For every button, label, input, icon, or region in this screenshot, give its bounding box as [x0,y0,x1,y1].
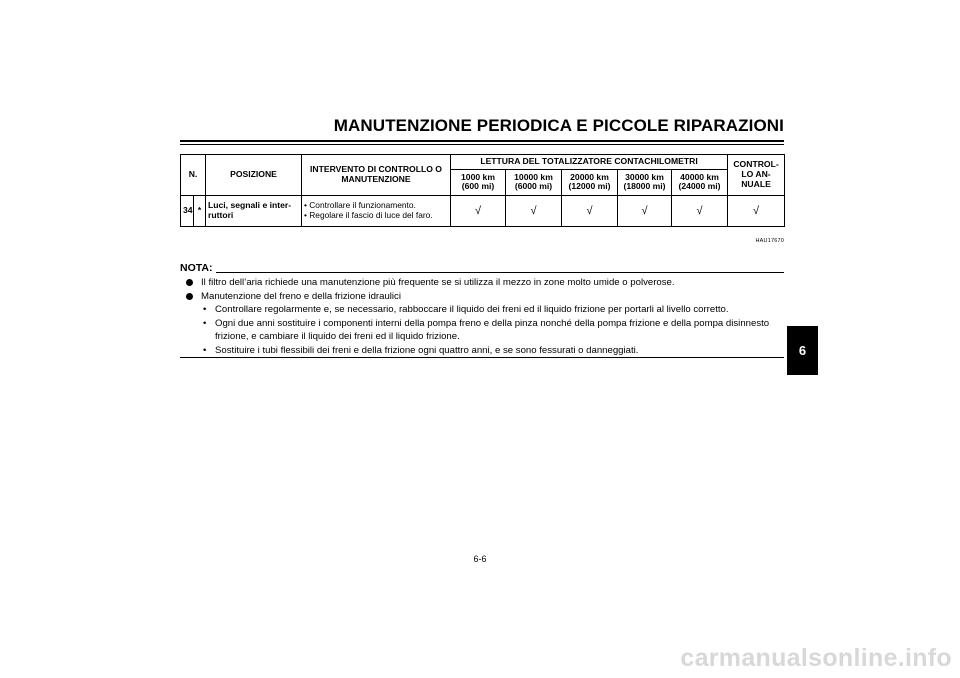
nota-bottom-rule [180,357,784,358]
check-mark: √ [618,195,672,226]
table-row [181,195,785,226]
sub-list-item: • Sostituire i tubi flessibili dei freni e della frizione ogni quattro anni, e se sono fessurati o danneggiati. [203,344,639,356]
row-interventions [302,195,451,226]
small-bullet-icon: • [203,304,207,315]
small-bullet-icon: • [203,317,207,329]
header-interval-4: 30000 km (18000 mi) [618,169,672,195]
nota-body [186,276,786,357]
header-interval-3: 20000 km (12000 mi) [562,169,618,195]
title-rule [180,140,784,142]
bullet-icon [186,293,193,300]
header-posizione: POSIZIONE [206,155,302,196]
page-title: MANUTENZIONE PERIODICA E PICCOLE RIPARAZIONI [333,116,784,135]
list-item: Manutenzione del freno e della frizione idraulici [186,290,786,304]
sub-list-item: • Controllare regolarmente e, se necessario, rabboccare il liquido dei freni ed il liquido frizione per portarli al livello corretto. [203,304,729,315]
intervention-line: • Controllare il funzionamento. [304,200,416,211]
section-tab: 6 [787,326,818,375]
check-mark: √ [451,195,506,226]
small-bullet-icon: • [203,344,207,356]
intervention-line: • Regolare il fascio di luce del faro. [304,209,433,220]
reference-code: HAU17670 [755,238,784,244]
row-number: 34 [181,195,194,226]
header-intervento: INTERVENTO DI CONTROLLO O MANUTENZIONE [302,155,451,196]
sub-list-item: • Ogni due anni sostituire i componenti interni della pompa freno e della pinza nonché della pompa frizione e della pompa disinnesto frizione, e cambiare il liquido dei freni ed il liquido frizione. [203,317,770,342]
header-n: N. [181,155,206,196]
nota-label: NOTA: [180,262,213,274]
header-interval-5: 40000 km (24000 mi) [672,169,728,195]
header-annual: CONTROL-LO AN-NUALE [728,155,785,196]
bullet-icon [186,279,193,286]
check-mark: √ [506,195,562,226]
page-number: 6-6 [473,554,487,564]
row-marker: * [194,195,206,226]
check-mark: √ [728,195,785,226]
header-lettura: LETTURA DEL TOTALIZZATORE CONTACHILOMETRI [451,155,728,170]
list-item: Il filtro dell’aria richiede una manutenzione più frequente se si utilizza il mezzo in zone molto umide o polverose. [186,276,786,290]
header-interval-1: 1000 km (600 mi) [451,169,506,195]
title-rule-thin [180,144,784,145]
check-mark: √ [672,195,728,226]
check-mark: √ [562,195,618,226]
nota-rule [216,272,784,273]
watermark: carmanualsonline.info [680,644,952,672]
row-position: Luci, segnali e inter-ruttori [206,195,302,226]
maintenance-table [180,154,785,227]
header-interval-2: 10000 km (6000 mi) [506,169,562,195]
